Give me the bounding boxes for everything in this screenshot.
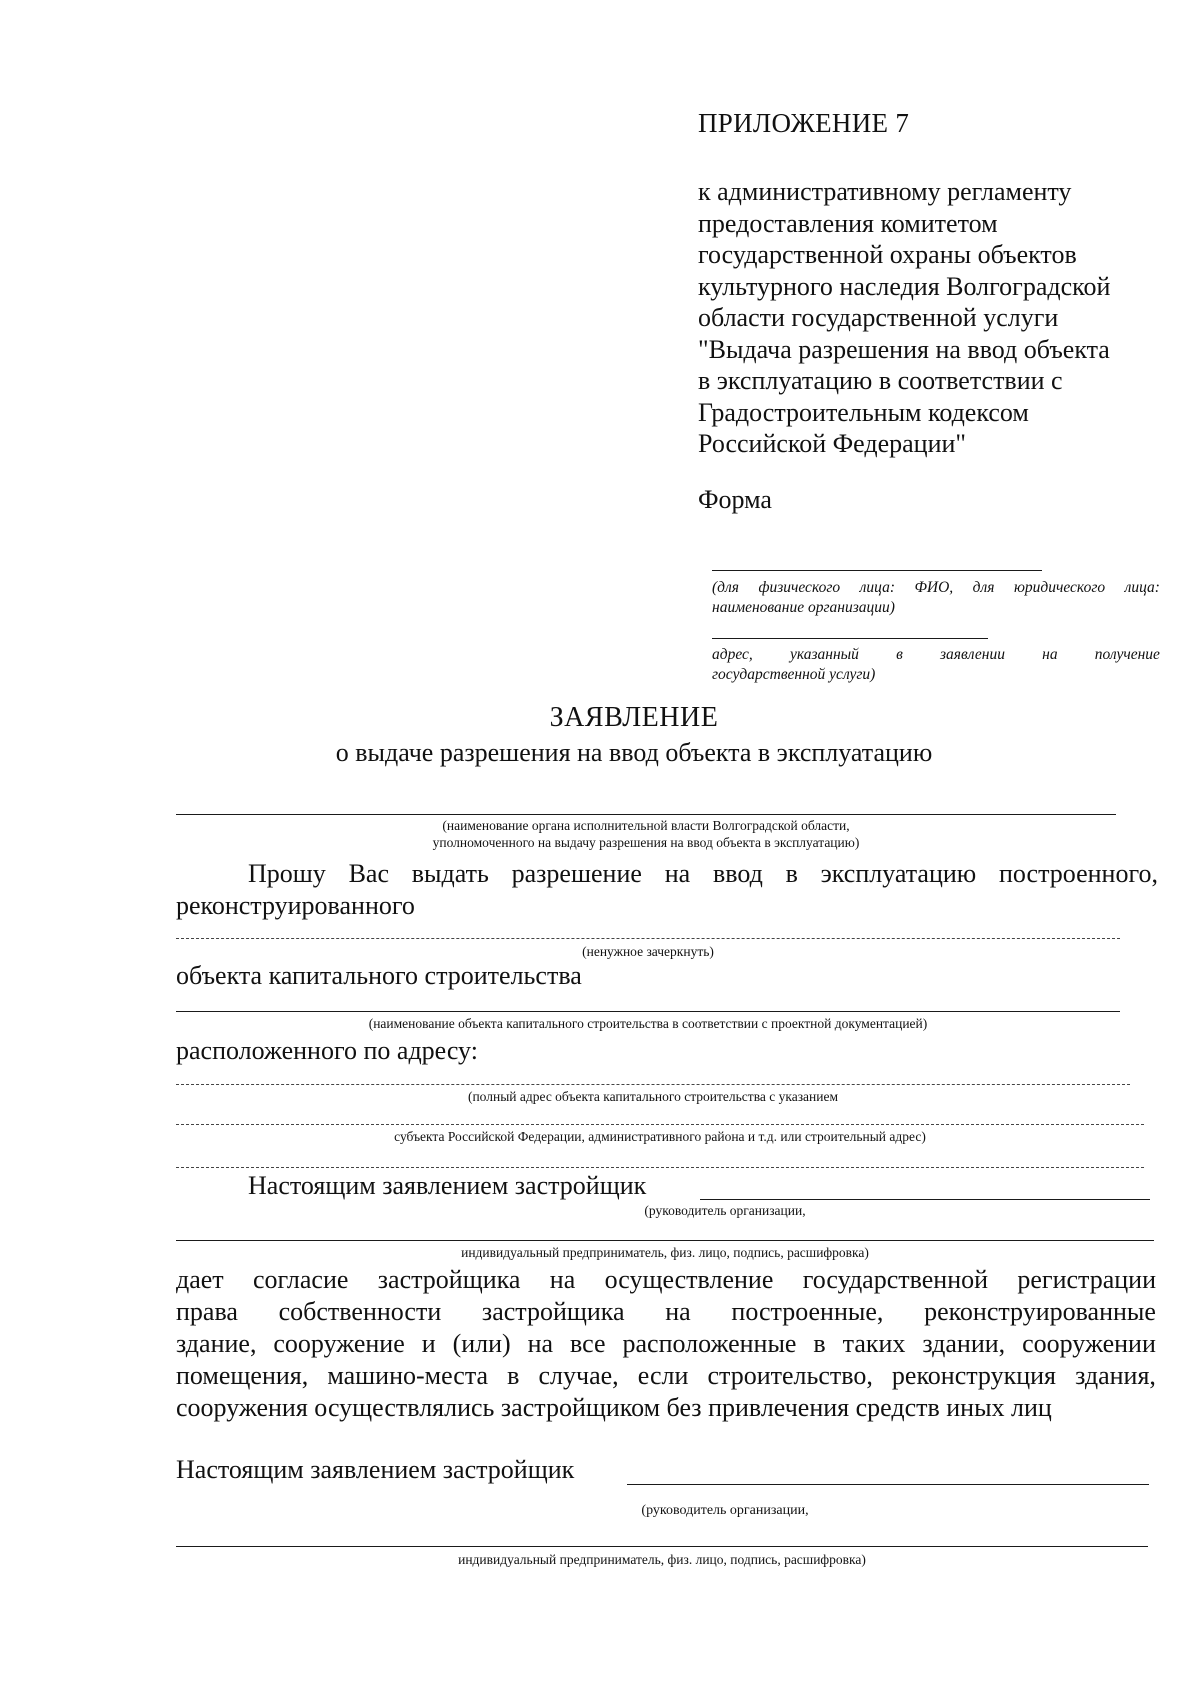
- appendix-line: культурного наследия Волгоградской: [698, 271, 1111, 301]
- consent-line: помещения, машино-места в случае, если строительство, реконструкция здания,: [176, 1361, 1156, 1390]
- authority-caption: (наименование органа исполнительной власти Волгоградской области, уполномоченного на выдачу разрешения на ввод объекта в эксплуатацию): [432, 818, 860, 850]
- authority-field[interactable]: [176, 814, 1116, 815]
- address-label: расположенного по адресу:: [176, 1036, 478, 1065]
- form-label: Форма: [698, 485, 772, 514]
- appendix-line: Российской Федерации": [698, 429, 967, 458]
- document-title: ЗАЯВЛЕНИЕ: [549, 702, 719, 733]
- appendix-title: ПРИЛОЖЕНИЕ 7: [698, 108, 910, 138]
- developer-caption-1b: индивидуальный предприниматель, физ. лицо, подпись, расшифровка): [461, 1245, 869, 1260]
- recipient-address-field[interactable]: [712, 638, 988, 639]
- object-field[interactable]: [176, 1011, 1120, 1012]
- appendix-line: Градостроительным кодексом: [698, 397, 1029, 427]
- developer-caption-2a: (руководитель организации,: [641, 1503, 809, 1518]
- address-caption-1: (полный адрес объекта капитального строительства с указанием: [467, 1089, 839, 1104]
- developer-caption-1a: (руководитель организации,: [644, 1203, 806, 1218]
- appendix-line: "Выдача разрешения на ввод объекта: [698, 334, 1110, 364]
- consent-line: права собственности застройщика на построенные, реконструированные: [176, 1297, 1156, 1326]
- address-caption-2: субъекта Российской Федерации, административного района и т.д. или строительный адрес): [394, 1129, 926, 1144]
- consent-paragraph: [176, 1264, 1156, 1424]
- recipient-name-note-line: (для физического лица: ФИО, для юридического лица:: [712, 579, 1160, 596]
- recipient-name-note: (для физического лица: ФИО, для юридического лица: наименование организации): [712, 579, 1160, 616]
- developer-field-2b[interactable]: [176, 1546, 1148, 1547]
- strike-caption: (ненужное зачеркнуть): [582, 944, 714, 959]
- recipient-address-note: адрес, указанный в заявлении на получение государственной услуги): [712, 646, 1160, 683]
- strike-field[interactable]: [176, 938, 1120, 939]
- appendix-line: государственной охраны объектов: [698, 240, 1077, 269]
- request-line: Прошу Вас выдать разрешение на ввод в эксплуатацию построенного,: [248, 859, 1158, 888]
- consent-line: дает согласие застройщика на осуществление государственной регистрации: [176, 1265, 1156, 1294]
- appendix-line: в эксплуатацию в соответствии с: [698, 366, 1063, 395]
- consent-line-last: сооружения осуществлялись застройщиком без привлечения средств иных лиц: [176, 1393, 1052, 1422]
- appendix-line: области государственной услуги: [698, 303, 1059, 332]
- request-paragraph: [176, 858, 1158, 922]
- recipient-address-note-line: адрес, указанный в заявлении на получение: [712, 646, 1160, 663]
- document-subtitle: о выдаче разрешения на ввод объекта в эксплуатацию: [335, 738, 933, 767]
- object-label: объекта капитального строительства: [176, 961, 582, 990]
- developer-label-2: Настоящим заявлением застройщик: [176, 1455, 575, 1484]
- recipient-name-field[interactable]: [712, 570, 1042, 571]
- object-caption: (наименование объекта капитального строительства в соответствии с проектной документацией): [368, 1016, 928, 1031]
- developer-caption-2b: индивидуальный предприниматель, физ. лицо, подпись, расшифровка): [458, 1552, 866, 1567]
- developer-field-1[interactable]: [700, 1199, 1150, 1200]
- request-line: реконструированного: [176, 891, 415, 920]
- developer-field-2[interactable]: [627, 1484, 1149, 1485]
- consent-line: здание, сооружение и (или) на все расположенные в таких здании, сооружении: [176, 1329, 1156, 1358]
- developer-label-1: Настоящим заявлением застройщик: [248, 1171, 647, 1200]
- address-field-2[interactable]: [176, 1124, 1144, 1125]
- address-field-1[interactable]: [176, 1084, 1130, 1085]
- appendix-line: к административному регламенту: [698, 177, 1072, 206]
- appendix-description: [698, 176, 1178, 460]
- address-field-3[interactable]: [176, 1167, 1144, 1168]
- developer-field-1b[interactable]: [176, 1240, 1154, 1241]
- appendix-line: предоставления комитетом: [698, 208, 998, 238]
